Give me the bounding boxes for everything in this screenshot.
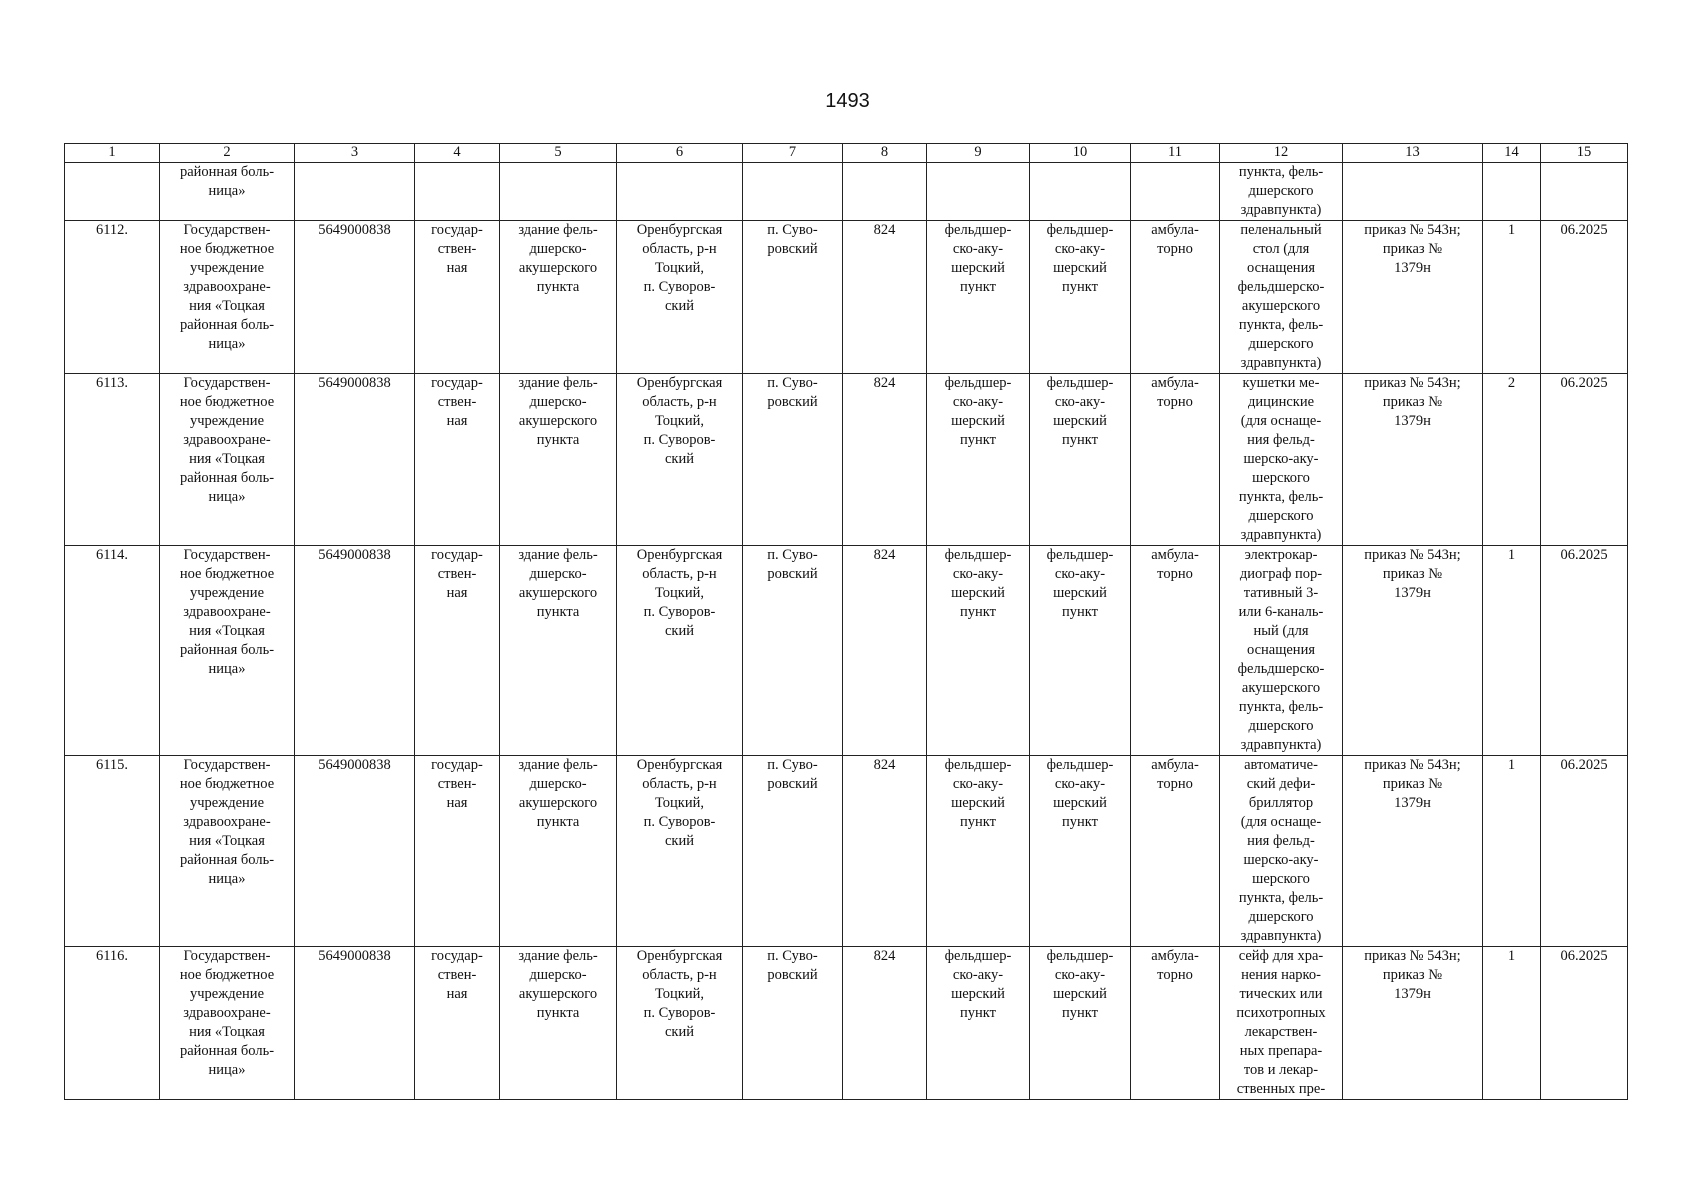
inn-cell: 5649000838 <box>295 221 415 374</box>
unit-name-cell: фельдшер- ско-аку- шерский пункт <box>1030 221 1131 374</box>
inn-cell: 5649000838 <box>295 947 415 1100</box>
inn-cell: 5649000838 <box>295 374 415 546</box>
table-row <box>65 756 1628 947</box>
column-header: 4 <box>415 144 500 163</box>
equipment-cell: электрокар- диограф пор- тативный 3- или 6-каналь- ный (для оснащения фельдшерско- акушерского пункта, фель- дшерского здравпункта) <box>1220 546 1343 756</box>
organization-cell: Государствен- ное бюджетное учреждение здравоохране- ния «Тоцкая районная боль- ница» <box>160 374 295 546</box>
settlement-cell: п. Суво- ровский <box>743 947 843 1100</box>
ownership-cell: государ- ствен- ная <box>415 756 500 947</box>
registry-table <box>64 143 1628 1100</box>
unit-name-cell: фельдшер- ско-аку- шерский пункт <box>1030 756 1131 947</box>
column-header: 12 <box>1220 144 1343 163</box>
order-cell: приказ № 543н; приказ № 1379н <box>1343 756 1483 947</box>
empty-cell <box>1483 163 1541 221</box>
quantity-cell: 1 <box>1483 546 1541 756</box>
quantity-cell: 1 <box>1483 756 1541 947</box>
empty-cell <box>65 163 160 221</box>
address-cell: Оренбургская область, р-н Тоцкий, п. Суворов- ский <box>617 221 743 374</box>
organization-cell: Государствен- ное бюджетное учреждение здравоохране- ния «Тоцкая районная боль- ница» <box>160 756 295 947</box>
order-cell: приказ № 543н; приказ № 1379н <box>1343 374 1483 546</box>
population-cell: 824 <box>843 947 927 1100</box>
address-cell: Оренбургская область, р-н Тоцкий, п. Суворов- ский <box>617 374 743 546</box>
unit-type-cell: фельдшер- ско-аку- шерский пункт <box>927 221 1030 374</box>
order-cell: приказ № 543н; приказ № 1379н <box>1343 221 1483 374</box>
empty-cell <box>927 163 1030 221</box>
date-cell: 06.2025 <box>1541 756 1628 947</box>
table-row <box>65 947 1628 1100</box>
population-cell: 824 <box>843 546 927 756</box>
ownership-cell: государ- ствен- ная <box>415 374 500 546</box>
column-header: 11 <box>1131 144 1220 163</box>
empty-cell <box>500 163 617 221</box>
organization-cell: районная боль- ница» <box>160 163 295 221</box>
empty-cell <box>415 163 500 221</box>
building-cell: здание фель- дшерско- акушерского пункта <box>500 756 617 947</box>
unit-name-cell: фельдшер- ско-аку- шерский пункт <box>1030 374 1131 546</box>
quantity-cell: 2 <box>1483 374 1541 546</box>
empty-cell <box>1541 163 1628 221</box>
equipment-cell: кушетки ме- дицинские (для оснаще- ния фельд- шерско-аку- шерского пункта, фель- дшерского здравпункта) <box>1220 374 1343 546</box>
empty-cell <box>295 163 415 221</box>
column-header: 14 <box>1483 144 1541 163</box>
empty-cell <box>1343 163 1483 221</box>
date-cell: 06.2025 <box>1541 221 1628 374</box>
care-form-cell: амбула- торно <box>1131 756 1220 947</box>
continuation-row <box>65 163 1628 221</box>
quantity-cell: 1 <box>1483 221 1541 374</box>
column-header: 15 <box>1541 144 1628 163</box>
column-header: 1 <box>65 144 160 163</box>
building-cell: здание фель- дшерско- акушерского пункта <box>500 546 617 756</box>
inn-cell: 5649000838 <box>295 546 415 756</box>
equipment-cell: автоматиче- ский дефи- бриллятор (для оснаще- ния фельд- шерско-аку- шерского пункта, фель- дшерского здравпункта) <box>1220 756 1343 947</box>
building-cell: здание фель- дшерско- акушерского пункта <box>500 947 617 1100</box>
column-header: 7 <box>743 144 843 163</box>
unit-type-cell: фельдшер- ско-аку- шерский пункт <box>927 546 1030 756</box>
ownership-cell: государ- ствен- ная <box>415 947 500 1100</box>
settlement-cell: п. Суво- ровский <box>743 546 843 756</box>
population-cell: 824 <box>843 756 927 947</box>
empty-cell <box>1030 163 1131 221</box>
inn-cell: 5649000838 <box>295 756 415 947</box>
column-header: 10 <box>1030 144 1131 163</box>
unit-name-cell: фельдшер- ско-аку- шерский пункт <box>1030 546 1131 756</box>
page-number: 1493 <box>825 90 870 112</box>
header-row <box>65 144 1628 163</box>
column-header: 6 <box>617 144 743 163</box>
row-number: 6115. <box>65 756 160 947</box>
column-header: 9 <box>927 144 1030 163</box>
row-number: 6112. <box>65 221 160 374</box>
building-cell: здание фель- дшерско- акушерского пункта <box>500 374 617 546</box>
column-header: 3 <box>295 144 415 163</box>
equipment-cell: пункта, фель- дшерского здравпункта) <box>1220 163 1343 221</box>
organization-cell: Государствен- ное бюджетное учреждение здравоохране- ния «Тоцкая районная боль- ница» <box>160 546 295 756</box>
column-header: 5 <box>500 144 617 163</box>
quantity-cell: 1 <box>1483 947 1541 1100</box>
equipment-cell: пеленальный стол (для оснащения фельдшерско- акушерского пункта, фель- дшерского здравпункта) <box>1220 221 1343 374</box>
unit-type-cell: фельдшер- ско-аку- шерский пункт <box>927 947 1030 1100</box>
address-cell: Оренбургская область, р-н Тоцкий, п. Суворов- ский <box>617 947 743 1100</box>
unit-type-cell: фельдшер- ско-аку- шерский пункт <box>927 374 1030 546</box>
settlement-cell: п. Суво- ровский <box>743 221 843 374</box>
column-header: 8 <box>843 144 927 163</box>
population-cell: 824 <box>843 374 927 546</box>
organization-cell: Государствен- ное бюджетное учреждение здравоохране- ния «Тоцкая районная боль- ница» <box>160 947 295 1100</box>
settlement-cell: п. Суво- ровский <box>743 374 843 546</box>
ownership-cell: государ- ствен- ная <box>415 221 500 374</box>
order-cell: приказ № 543н; приказ № 1379н <box>1343 546 1483 756</box>
row-number: 6114. <box>65 546 160 756</box>
building-cell: здание фель- дшерско- акушерского пункта <box>500 221 617 374</box>
unit-name-cell: фельдшер- ско-аку- шерский пункт <box>1030 947 1131 1100</box>
ownership-cell: государ- ствен- ная <box>415 546 500 756</box>
care-form-cell: амбула- торно <box>1131 374 1220 546</box>
order-cell: приказ № 543н; приказ № 1379н <box>1343 947 1483 1100</box>
address-cell: Оренбургская область, р-н Тоцкий, п. Суворов- ский <box>617 756 743 947</box>
table-row <box>65 221 1628 374</box>
row-number: 6116. <box>65 947 160 1100</box>
organization-cell: Государствен- ное бюджетное учреждение здравоохране- ния «Тоцкая районная боль- ница» <box>160 221 295 374</box>
column-header: 2 <box>160 144 295 163</box>
date-cell: 06.2025 <box>1541 947 1628 1100</box>
table-row <box>65 374 1628 546</box>
table-row <box>65 546 1628 756</box>
care-form-cell: амбула- торно <box>1131 947 1220 1100</box>
equipment-cell: сейф для хра- нения нарко- тических или психотропных лекарствен- ных препара- тов и лекар- ственных пре- <box>1220 947 1343 1100</box>
empty-cell <box>1131 163 1220 221</box>
population-cell: 824 <box>843 221 927 374</box>
care-form-cell: амбула- торно <box>1131 221 1220 374</box>
empty-cell <box>843 163 927 221</box>
unit-type-cell: фельдшер- ско-аку- шерский пункт <box>927 756 1030 947</box>
column-header: 13 <box>1343 144 1483 163</box>
address-cell: Оренбургская область, р-н Тоцкий, п. Суворов- ский <box>617 546 743 756</box>
empty-cell <box>617 163 743 221</box>
row-number: 6113. <box>65 374 160 546</box>
empty-cell <box>743 163 843 221</box>
settlement-cell: п. Суво- ровский <box>743 756 843 947</box>
date-cell: 06.2025 <box>1541 546 1628 756</box>
date-cell: 06.2025 <box>1541 374 1628 546</box>
care-form-cell: амбула- торно <box>1131 546 1220 756</box>
